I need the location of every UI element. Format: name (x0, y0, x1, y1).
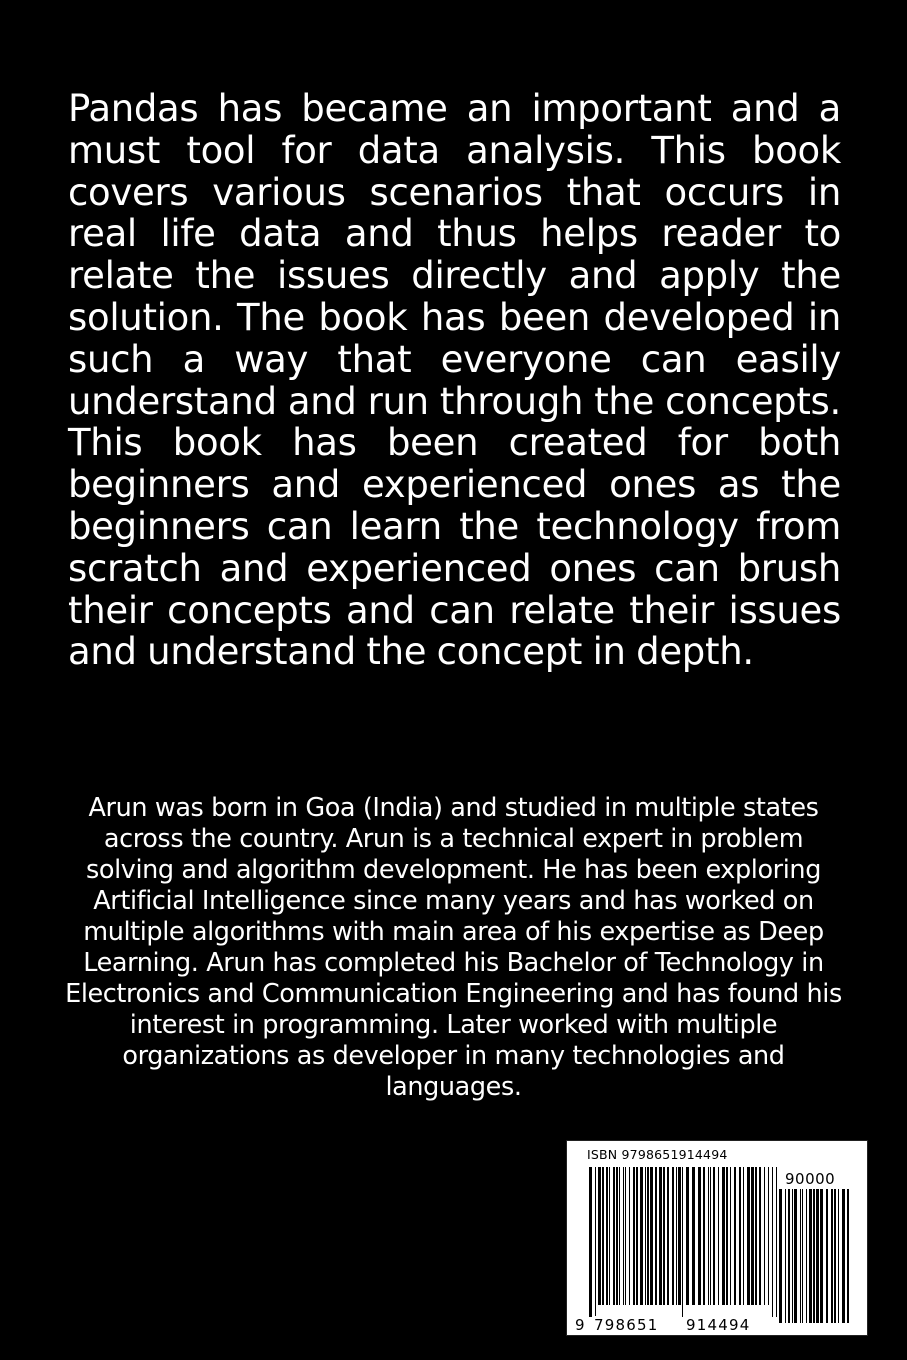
barcode-bar (713, 1167, 715, 1305)
barcode-digits-left: 798651 (594, 1316, 659, 1334)
barcode-bar (800, 1189, 801, 1323)
barcode-bar (726, 1167, 728, 1305)
barcode-bar (802, 1189, 803, 1323)
barcode-bar (734, 1167, 736, 1305)
barcode-bar (629, 1167, 630, 1305)
isbn-barcode (566, 1140, 868, 1336)
price-addon-number: 90000 (785, 1170, 836, 1188)
barcode-bar (779, 1189, 782, 1323)
barcode-bar (650, 1167, 653, 1305)
barcode-bar (739, 1167, 741, 1305)
barcode-bar (718, 1167, 719, 1305)
barcode-bar (722, 1167, 725, 1305)
barcode-bar (751, 1167, 754, 1305)
barcode-bar (676, 1167, 677, 1305)
barcode-bar (678, 1167, 681, 1305)
barcode-bar (764, 1167, 765, 1305)
barcode-bar (776, 1167, 777, 1317)
barcode-bar (794, 1189, 797, 1323)
book-description: Pandas has became an important and a must tool for data analysis. This book covers various scenarios that occurs in real life data and thus helps reader to relate the issues directly and apply the solution. The book has been developed in such a way that everyone can easily understand and run through the concepts. This book has been created for both beginners and experienced ones as the beginners can learn the technology from scratch and experienced ones can brush their concepts and can relate their issues and understand the concept in depth. (68, 87, 841, 674)
barcode-bar (613, 1167, 615, 1305)
barcode-bar (759, 1167, 761, 1305)
ean13-barcode-bars (589, 1167, 777, 1317)
barcode-bar (809, 1189, 812, 1323)
barcode-bar (816, 1189, 819, 1323)
barcode-bar (589, 1167, 592, 1317)
barcode-bar (686, 1167, 689, 1305)
barcode-bar (831, 1189, 833, 1323)
isbn-label: ISBN 9798651914494 (587, 1147, 728, 1162)
barcode-bar (747, 1167, 750, 1305)
barcode-bar (667, 1167, 669, 1305)
barcode-bar (708, 1167, 709, 1305)
barcode-bar (595, 1167, 596, 1317)
barcode-bar (633, 1167, 635, 1305)
barcode-bar (672, 1167, 674, 1305)
barcode-bar (806, 1189, 807, 1323)
barcode-bar (640, 1167, 643, 1305)
barcode-bar (792, 1189, 793, 1323)
barcode-bar (598, 1167, 601, 1305)
barcode-bar (692, 1167, 695, 1305)
barcode-bar (698, 1167, 701, 1305)
barcode-bar (609, 1167, 610, 1305)
barcode-bar (743, 1167, 744, 1305)
barcode-bar (625, 1167, 626, 1305)
barcode-bar (730, 1167, 731, 1305)
barcode-bar (772, 1167, 773, 1317)
barcode-bar (768, 1167, 769, 1305)
barcode-bar (636, 1167, 638, 1305)
barcode-bar (602, 1167, 604, 1305)
barcode-bar (606, 1167, 608, 1305)
addon-barcode-bars (779, 1189, 849, 1323)
barcode-bar (838, 1189, 839, 1323)
barcode-bar (703, 1167, 705, 1305)
barcode-digit-first: 9 (575, 1316, 585, 1334)
barcode-bar (682, 1167, 683, 1317)
barcode-bar (788, 1189, 790, 1323)
barcode-bar (847, 1189, 849, 1323)
barcode-bar (820, 1189, 823, 1323)
barcode-bar (663, 1167, 665, 1305)
barcode-bar (813, 1189, 815, 1323)
barcode-bar (755, 1167, 757, 1305)
barcode-bar (842, 1189, 845, 1323)
barcode-bar (659, 1167, 662, 1305)
barcode-bar (619, 1167, 620, 1305)
barcode-digits-right: 914494 (686, 1316, 751, 1334)
barcode-bar (710, 1167, 711, 1305)
barcode-bar (647, 1167, 649, 1305)
barcode-bar (623, 1167, 624, 1305)
barcode-bar (826, 1189, 828, 1323)
barcode-bar (616, 1167, 618, 1305)
author-bio: Arun was born in Goa (India) and studied in multiple states across the country. Arun is a technical expert in problem solving and algorithm development. He has been exploring Artificial Intelligence since many years and has worked on multiple algorithms with main area of his expertise as Deep Learning. Arun has completed his Bachelor of Technology in Electronics and Communication Engineering and has found his interest in programming. Later worked with multiple organizations as developer in many technologies and languages. (65, 793, 842, 1102)
barcode-bar (645, 1167, 646, 1305)
barcode-bar (655, 1167, 657, 1305)
barcode-bar (834, 1189, 836, 1323)
barcode-bar (785, 1189, 786, 1323)
